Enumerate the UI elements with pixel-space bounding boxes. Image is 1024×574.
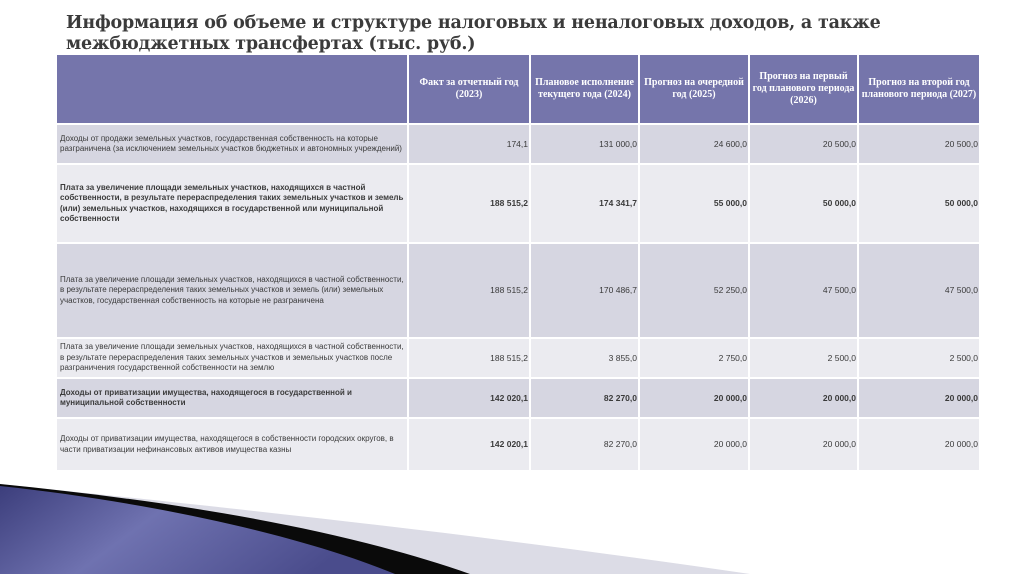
cell-value: 142 020,1 <box>409 419 529 470</box>
row-label: Плата за увеличение площади земельных участков, находящихся в частной собственности, в результате перераспределения таких земельных участков и земель (или) земельных участков, находящихся в государственной или муниципальной собственности <box>57 165 407 242</box>
cell-value: 142 020,1 <box>409 379 529 417</box>
cell-value: 174 341,7 <box>531 165 638 242</box>
table-row <box>57 339 979 377</box>
cell-value: 20 500,0 <box>750 125 857 163</box>
row-label: Доходы от приватизации имущества, находящегося в государственной и муниципальной собственности <box>57 379 407 417</box>
cell-value: 2 750,0 <box>640 339 748 377</box>
table-header-row <box>57 55 979 123</box>
slide-title: Информация об объеме и структуре налоговых и неналоговых доходов, а также межбюджетных трансфертах (тыс. руб.) <box>66 13 881 54</box>
cell-value: 188 515,2 <box>409 339 529 377</box>
cell-value: 50 000,0 <box>750 165 857 242</box>
cell-value: 20 000,0 <box>859 379 979 417</box>
cell-value: 131 000,0 <box>531 125 638 163</box>
cell-value: 24 600,0 <box>640 125 748 163</box>
header-forecast-2025: Прогноз на очередной год (2025) <box>640 55 748 123</box>
row-label: Плата за увеличение площади земельных участков, находящихся в частной собственности, в результате перераспределения таких земельных участков и земельных участков после разграничения государственной собственности на землю <box>57 339 407 377</box>
table-row <box>57 379 979 417</box>
table-row <box>57 165 979 242</box>
row-label: Доходы от приватизации имущества, находящегося в собственности городских округов, в части приватизации нефинансовых активов имущества казны <box>57 419 407 470</box>
cell-value: 2 500,0 <box>750 339 857 377</box>
cell-value: 20 000,0 <box>859 419 979 470</box>
cell-value: 20 000,0 <box>640 379 748 417</box>
header-forecast-2026: Прогноз на первый год планового периода (2026) <box>750 55 857 123</box>
cell-value: 20 000,0 <box>750 379 857 417</box>
revenue-table <box>55 53 981 472</box>
cell-value: 50 000,0 <box>859 165 979 242</box>
cell-value: 2 500,0 <box>859 339 979 377</box>
header-forecast-2027: Прогноз на второй год планового периода (2027) <box>859 55 979 123</box>
header-label-col <box>57 55 407 123</box>
cell-value: 82 270,0 <box>531 379 638 417</box>
cell-value: 170 486,7 <box>531 244 638 337</box>
table-row <box>57 419 979 470</box>
cell-value: 82 270,0 <box>531 419 638 470</box>
cell-value: 188 515,2 <box>409 244 529 337</box>
table-row <box>57 244 979 337</box>
cell-value: 20 500,0 <box>859 125 979 163</box>
table-row <box>57 125 979 163</box>
cell-value: 20 000,0 <box>640 419 748 470</box>
cell-value: 47 500,0 <box>859 244 979 337</box>
cell-value: 174,1 <box>409 125 529 163</box>
cell-value: 3 855,0 <box>531 339 638 377</box>
row-label: Доходы от продажи земельных участков, государственная собственность на которые разграничена (за исключением земельных участков бюджетных и автономных учреждений) <box>57 125 407 163</box>
row-label: Плата за увеличение площади земельных участков, находящихся в частной собственности, в результате перераспределения таких земельных участков и земель (или) земельных участков, государственная собственность на которые не разграничена <box>57 244 407 337</box>
cell-value: 20 000,0 <box>750 419 857 470</box>
cell-value: 188 515,2 <box>409 165 529 242</box>
cell-value: 55 000,0 <box>640 165 748 242</box>
cell-value: 52 250,0 <box>640 244 748 337</box>
header-plan-2024: Плановое исполнение текущего года (2024) <box>531 55 638 123</box>
header-fact-2023: Факт за отчетный год (2023) <box>409 55 529 123</box>
cell-value: 47 500,0 <box>750 244 857 337</box>
